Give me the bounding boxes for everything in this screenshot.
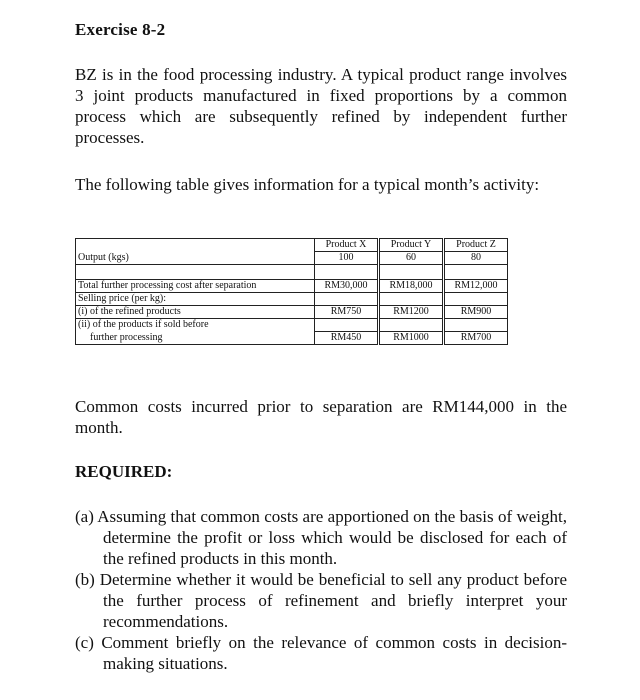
unrefined-label-line2: further processing [76, 331, 315, 344]
unrefined-label-line1: (ii) of the products if sold before [76, 319, 315, 332]
output-row [76, 252, 508, 265]
table-header-row [76, 239, 508, 252]
product-data-table [75, 238, 508, 345]
unrefined-label-row [76, 319, 508, 332]
question-list [75, 506, 567, 674]
further-cost-x: RM30,000 [315, 280, 379, 293]
output-y: 60 [379, 252, 444, 265]
selling-price-label: Selling price (per kg): [76, 293, 315, 306]
refined-y: RM1200 [379, 306, 444, 319]
header-product-y: Product Y [379, 239, 444, 252]
question-c: (c) Comment briefly on the relevance of common costs in decision-making situations. [75, 633, 567, 673]
required-heading: REQUIRED: [75, 462, 173, 481]
refined-x: RM750 [315, 306, 379, 319]
refined-price-row [76, 306, 508, 319]
exercise-title: Exercise 8-2 [75, 20, 166, 39]
further-cost-row [76, 280, 508, 293]
unrefined-z: RM700 [444, 331, 508, 344]
further-cost-z: RM12,000 [444, 280, 508, 293]
header-product-x: Product X [315, 239, 379, 252]
selling-price-row [76, 293, 508, 306]
unrefined-price-row [76, 331, 508, 344]
question-b: (b) Determine whether it would be beneficial to sell any product before the further process of refinement and briefly interpret your recommendations. [75, 570, 567, 631]
refined-z: RM900 [444, 306, 508, 319]
question-a: (a) Assuming that common costs are apportioned on the basis of weight, determine the profit or loss which would be disclosed for each of the refined products in this month. [75, 507, 567, 568]
output-z: 80 [444, 252, 508, 265]
unrefined-x: RM450 [315, 331, 379, 344]
unrefined-y: RM1000 [379, 331, 444, 344]
output-x: 100 [315, 252, 379, 265]
output-label: Output (kgs) [76, 252, 315, 265]
further-cost-label: Total further processing cost after separation [76, 280, 315, 293]
header-product-z: Product Z [444, 239, 508, 252]
table-intro-paragraph: The following table gives information for a typical month’s activity: [75, 175, 540, 194]
further-cost-y: RM18,000 [379, 280, 444, 293]
refined-label: (i) of the refined products [76, 306, 315, 319]
common-costs-paragraph: Common costs incurred prior to separation are RM144,000 in the month. [75, 397, 567, 437]
intro-paragraph: BZ is in the food processing industry. A typical product range involves 3 joint products manufactured in fixed proportions by a common process which are subsequently refined by independent further processes. [75, 65, 567, 147]
